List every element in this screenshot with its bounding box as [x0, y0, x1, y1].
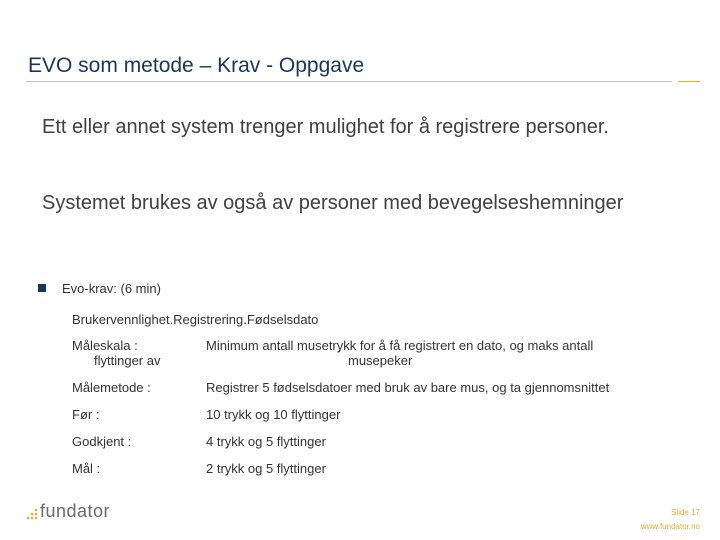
spec-value	[206, 461, 646, 476]
spec-value	[206, 380, 646, 395]
spec-value	[206, 338, 646, 368]
spec-label-line: Før :	[72, 407, 100, 422]
spec-label	[72, 434, 202, 449]
spec-label	[72, 338, 202, 368]
slide-number: Slide 17	[671, 508, 700, 517]
square-bullet-icon	[38, 284, 46, 292]
spec-value-line: Minimum antall musetrykk for å få registrert en dato, og maks antall	[206, 338, 594, 353]
spec-value-line: musepeker	[348, 353, 413, 368]
slide-title: EVO som metode – Krav - Oppgave	[28, 54, 365, 77]
spec-label	[72, 461, 202, 476]
spec-value-line: 10 trykk og 10 flyttinger	[206, 407, 341, 422]
spec-value-line: Registrer 5 fødselsdatoer med bruk av bare mus, og ta gjennomsnittet	[206, 380, 610, 395]
website-url: www.fundator.no	[640, 522, 700, 531]
spec-label-line: Mål :	[72, 461, 101, 476]
spec-label-line: Måleskala :	[72, 338, 138, 353]
spec-value	[206, 434, 646, 449]
spec-label	[72, 380, 202, 395]
title-divider	[26, 81, 672, 82]
spec-label-line: Målemetode :	[72, 380, 151, 395]
spec-value-line: 4 trykk og 5 flyttinger	[206, 434, 326, 449]
spec-value-line: 2 trykk og 5 flyttinger	[206, 461, 326, 476]
paragraph-users: Systemet brukes av også av personer med bevegelseshemninger	[42, 192, 624, 214]
spec-label-line: flyttinger av	[94, 353, 161, 368]
spec-value	[206, 407, 646, 422]
logo-wordmark: fundator	[40, 501, 111, 521]
requirement-name: Brukervennlighet.Registrering.Fødselsdato	[72, 312, 319, 327]
logo-dots-icon	[26, 506, 40, 520]
title-divider-accent	[678, 81, 700, 82]
bullet-text: Evo-krav: (6 min)	[62, 281, 161, 296]
spec-label	[72, 407, 202, 422]
spec-label-line: Godkjent :	[72, 434, 132, 449]
paragraph-registration: Ett eller annet system trenger mulighet for å registrere personer.	[42, 116, 609, 138]
